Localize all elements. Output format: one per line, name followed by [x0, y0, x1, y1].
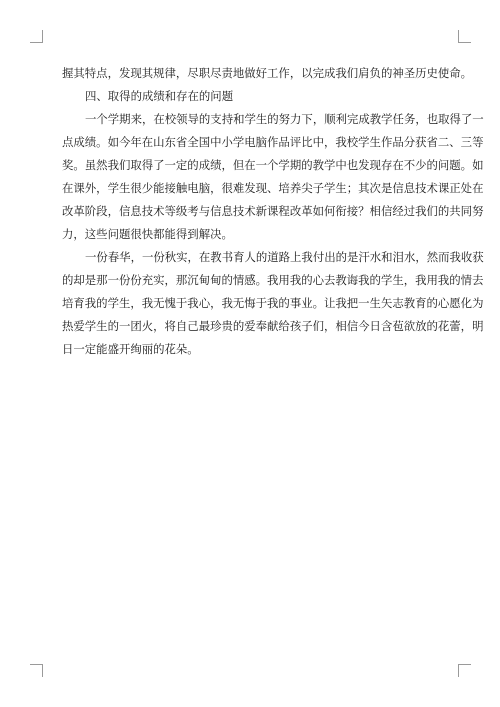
- text-line: 在课外，学生很少能接触电脑，很难发现、培养尖子学生；其次是信息技术课正处在: [62, 181, 484, 195]
- text-line: 一份春华，一份秋实，在教书育人的道路上我付出的是汗水和泪水，然而我收获: [85, 250, 484, 264]
- paragraph-achievements: [62, 108, 484, 246]
- text-line: 改革阶段，信息技术等级考与信息技术新课程改革如何衔接？相信经过我们的共同努: [62, 204, 484, 218]
- text-line: 日一定能盛开绚丽的花朵。: [62, 342, 199, 356]
- crop-mark-bottom-right: [458, 664, 471, 677]
- crop-mark-bottom-left: [30, 664, 43, 677]
- paragraph-conclusion: [62, 246, 484, 361]
- text-line: 力，这些问题很快都能得到解决。: [62, 227, 233, 241]
- text-line: 握其特点，发现其规律，尽职尽责地做好工作，以完成我们肩负的神圣历史使命。: [62, 66, 473, 80]
- paragraph-continuation: [62, 62, 473, 85]
- crop-mark-top-right: [458, 30, 471, 43]
- text-line: 的却是那一份份充实，那沉甸甸的情感。我用我的心去教诲我的学生，我用我的情去: [62, 273, 484, 287]
- crop-mark-top-left: [30, 30, 43, 43]
- text-line: 点成绩。如今年在山东省全国中小学电脑作品评比中，我校学生作品分获省二、三等: [62, 135, 484, 149]
- text-line: 热爱学生的一团火，将自己最珍贵的爱奉献给孩子们，相信今日含苞欲放的花蕾，明: [62, 319, 484, 333]
- document-body: [62, 62, 484, 361]
- text-line: 一个学期来，在校领导的支持和学生的努力下，顺利完成教学任务，也取得了一: [85, 112, 484, 126]
- heading-text: 四、取得的成绩和存在的问题: [85, 89, 234, 103]
- section-heading: [62, 85, 438, 108]
- text-line: 培育我的学生，我无愧于我心，我无悔于我的事业。让我把一生矢志教育的心愿化为: [62, 296, 484, 310]
- text-line: 奖。虽然我们取得了一定的成绩，但在一个学期的教学中也发现存在不少的问题。如: [62, 158, 484, 172]
